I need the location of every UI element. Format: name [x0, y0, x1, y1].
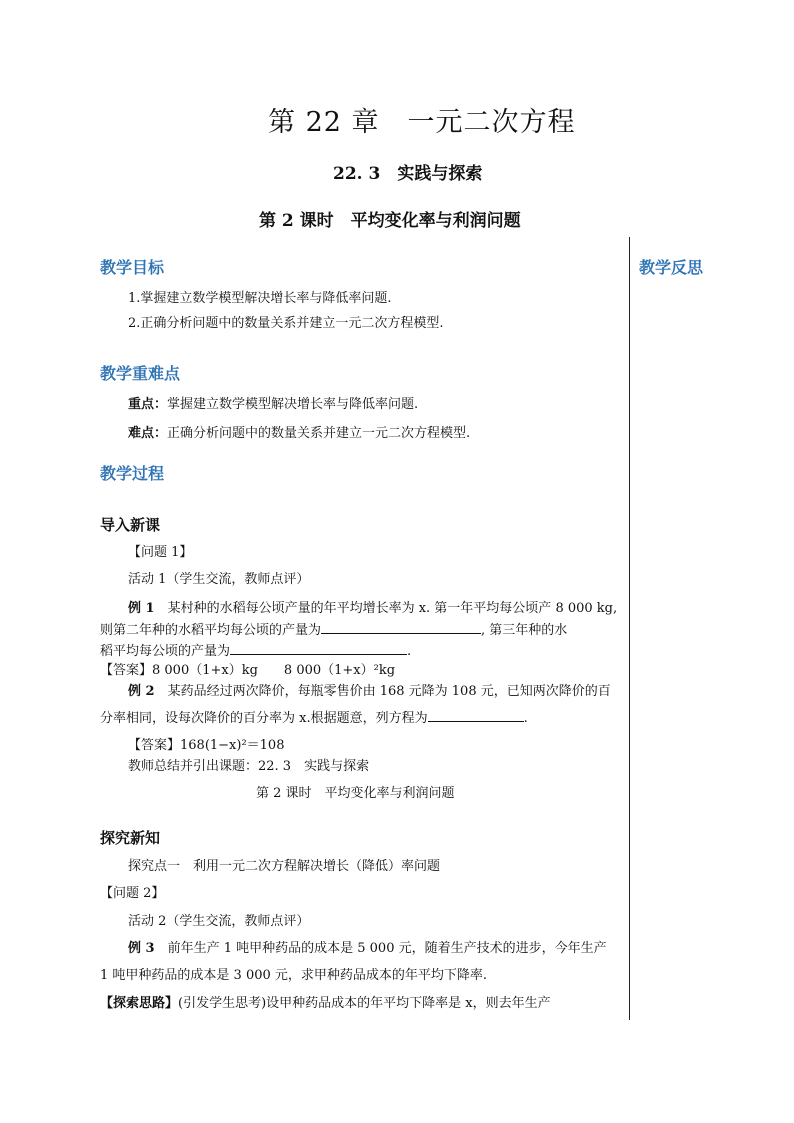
example3-label: 例 3	[128, 941, 155, 956]
difficult-text: 正确分析问题中的数量关系并建立一元二次方程模型.	[167, 426, 471, 441]
thinking-label: 【探索思路】	[100, 996, 179, 1011]
key-points-heading: 教学重难点	[100, 364, 181, 383]
example1-line2-text: 则第二年种的水稻平均每公顷的产量为	[100, 623, 322, 638]
activity1-label: 活动 1（学生交流，教师点评）	[128, 572, 310, 587]
example2-line2-text: 分率相同，设每次降价的百分率为 x.根据题意，列方程为	[100, 711, 428, 726]
example2-line2	[100, 708, 528, 729]
thinking-text: (引发学生思考)设甲种药品成本的年平均下降率是 x，则去年生产	[178, 996, 551, 1011]
answer2: 【答案】168(1−x)²＝108	[128, 738, 285, 753]
answer-blank[interactable]	[230, 641, 407, 655]
objective-item: 2.正确分析问题中的数量关系并建立一元二次方程模型.	[128, 316, 444, 331]
process-heading: 教学过程	[100, 464, 165, 483]
difficult-label: 难点：	[128, 426, 168, 441]
summary-line2: 第 2 课时 平均变化率与利润问题	[256, 786, 455, 801]
thinking-line	[100, 994, 551, 1014]
reflection-label: 教学反思	[639, 258, 704, 277]
example1-line1	[128, 599, 617, 619]
example2-label: 例 2	[128, 684, 155, 699]
example1-line2	[100, 620, 567, 641]
activity2-label: 活动 2（学生交流，教师点评）	[128, 914, 310, 929]
answer-blank[interactable]	[428, 708, 524, 722]
example3-line1	[128, 939, 607, 959]
explore-heading: 探究新知	[100, 829, 161, 847]
key-text: 掌握建立数学模型解决增长率与降低率问题.	[167, 397, 419, 412]
intro-heading: 导入新课	[100, 516, 161, 534]
column-divider	[629, 237, 630, 1020]
example1-text: 某村种的水稻每公顷产量的年平均增长率为 x. 第一年平均每公顷产 8 000 kg,	[154, 601, 618, 616]
example1-label: 例 1	[128, 601, 155, 616]
section-title: 22. 3 实践与探索	[333, 164, 483, 184]
example2-line2-tail: .	[523, 711, 528, 726]
summary-line1: 教师总结并引出课题：22. 3 实践与探索	[128, 759, 370, 774]
example1-line3-tail: .	[407, 644, 412, 659]
explore-point1: 探究点一 利用一元二次方程解决增长（降低）率问题	[128, 859, 441, 874]
example3-line2: 1 吨甲种药品的成本是 3 000 元，求甲种药品成本的年平均下降率.	[100, 968, 488, 983]
example3-text: 前年生产 1 吨甲种药品的成本是 5 000 元，随着生产技术的进步，今年生产	[154, 941, 607, 956]
example1-line3	[100, 641, 411, 662]
example1-line2-tail: , 第三年种的水	[481, 623, 568, 638]
lesson-title: 第 2 课时 平均变化率与利润问题	[259, 211, 521, 231]
answer1: 【答案】8 000（1+x）kg 8 000（1+x）²kg	[100, 663, 396, 678]
problem1-label: 【问题 1】	[128, 545, 193, 560]
chapter-title: 第 22 章 一元二次方程	[268, 107, 576, 138]
example2-text: 某药品经过两次降价，每瓶零售价由 168 元降为 108 元，已知两次降价的百	[154, 684, 611, 699]
difficult-point	[128, 424, 470, 444]
objectives-heading: 教学目标	[100, 258, 165, 277]
example1-line3-text: 稻平均每公顷的产量为	[100, 644, 231, 659]
problem2-label: 【问题 2】	[100, 886, 165, 901]
objective-item: 1.掌握建立数学模型解决增长率与降低率问题.	[128, 291, 392, 306]
key-label: 重点：	[128, 397, 168, 412]
key-point	[128, 395, 418, 415]
example2-line1	[128, 682, 611, 702]
answer-blank[interactable]	[321, 620, 481, 634]
